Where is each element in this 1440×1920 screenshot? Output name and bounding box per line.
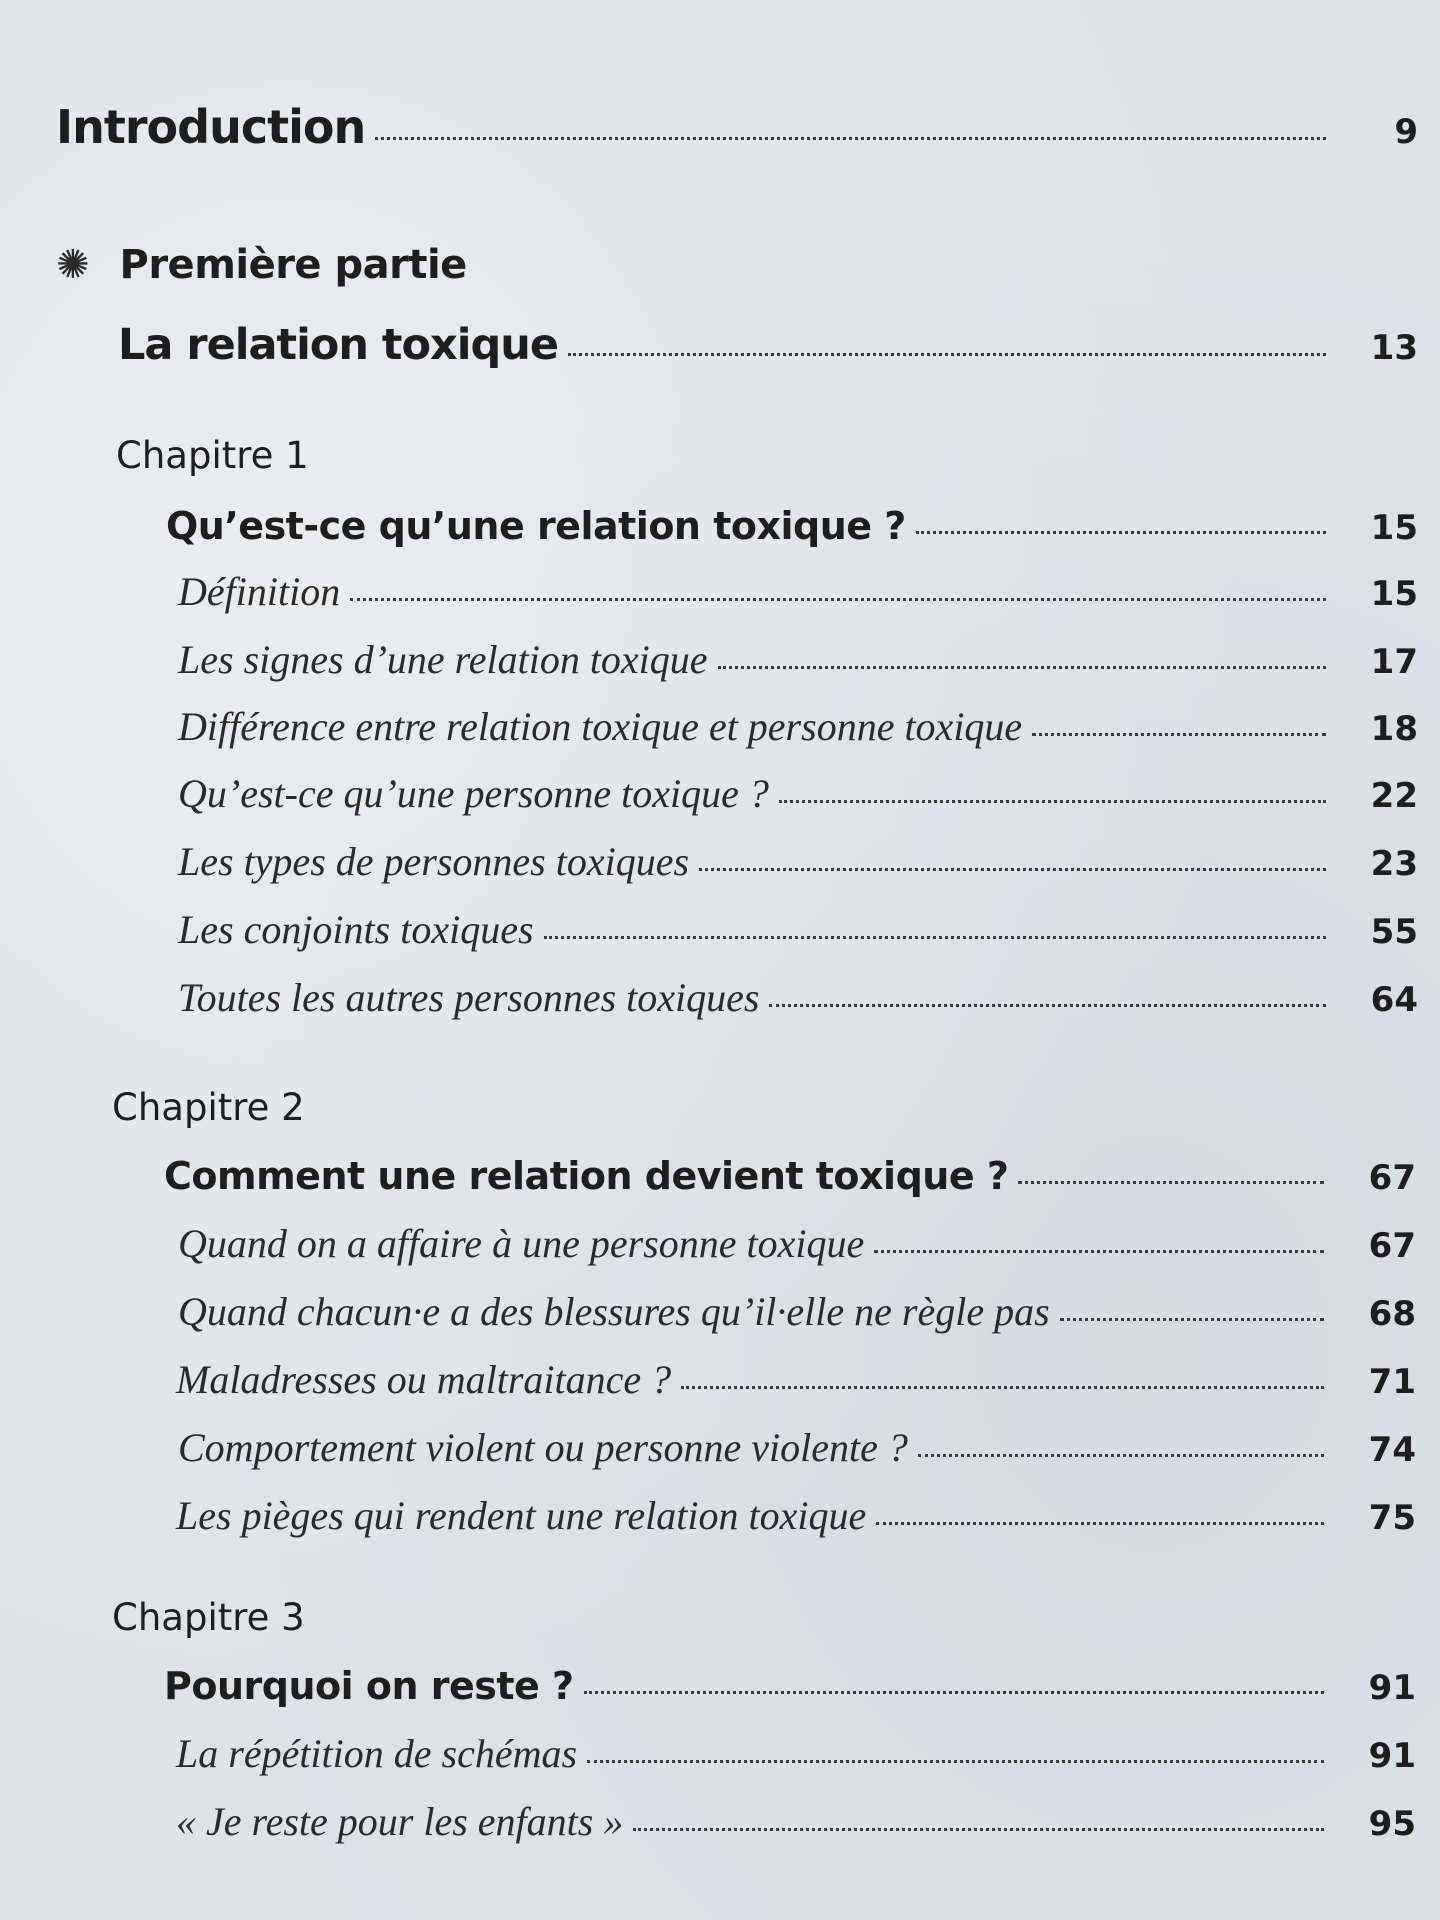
dotted-leader (916, 531, 1326, 534)
part-heading (56, 242, 467, 288)
toc-entry-section[interactable] (178, 838, 1418, 885)
toc-entry-label: Les types de personnes toxiques (178, 839, 690, 884)
toc-entry-part-title[interactable] (118, 320, 1418, 370)
toc-entry-section[interactable] (178, 703, 1418, 750)
toc-entry-label: Quand on a affaire à une personne toxique (178, 1221, 865, 1266)
toc-entry-label: Maladresses ou maltraitance ? (176, 1357, 672, 1402)
dotted-leader (587, 1760, 1324, 1763)
toc-page-number: 68 (1368, 1294, 1416, 1334)
part-heading-label: Première partie (119, 242, 467, 288)
dotted-leader (350, 598, 1326, 601)
toc-entry-section[interactable] (176, 1730, 1416, 1777)
dotted-leader (681, 1386, 1324, 1389)
dotted-leader (1032, 733, 1326, 736)
dotted-leader (876, 1522, 1324, 1525)
dotted-leader (568, 353, 1326, 356)
toc-entry-label: « Je reste pour les enfants » (176, 1799, 624, 1844)
toc-entry-label: Pourquoi on reste ? (164, 1664, 574, 1708)
toc-entry-section[interactable] (178, 1220, 1416, 1267)
toc-entry-section[interactable] (178, 568, 1418, 615)
toc-page-number: 55 (1370, 912, 1418, 952)
toc-entry-label: Toutes les autres personnes toxiques (178, 975, 760, 1020)
toc-entry-chapter-title[interactable] (164, 1664, 1416, 1708)
toc-entry-section[interactable] (178, 636, 1418, 683)
toc-entry-section[interactable] (176, 1492, 1416, 1539)
dotted-leader (918, 1454, 1324, 1457)
dotted-leader (874, 1250, 1324, 1253)
toc-page-number: 91 (1368, 1736, 1416, 1776)
toc-page-number: 75 (1368, 1498, 1416, 1538)
toc-page-number: 67 (1368, 1158, 1416, 1198)
toc-page-number: 17 (1370, 642, 1418, 682)
toc-page-number: 18 (1370, 709, 1418, 749)
dotted-leader (1060, 1318, 1324, 1321)
toc-entry-label: Introduction (56, 100, 366, 154)
toc-page-number: 23 (1370, 844, 1418, 884)
asterisk-icon: ✺ (56, 242, 90, 288)
toc-page-number: 74 (1368, 1430, 1416, 1470)
toc-page-number: 64 (1370, 980, 1418, 1020)
toc-entry-introduction[interactable] (56, 100, 1418, 154)
toc-entry-section[interactable] (176, 1798, 1416, 1845)
toc-entry-label: Comportement violent ou personne violente ? (178, 1425, 908, 1470)
toc-entry-chapter-title[interactable] (164, 1154, 1416, 1198)
toc-entry-section[interactable] (178, 1424, 1416, 1471)
toc-entry-label: Qu’est-ce qu’une relation toxique ? (166, 504, 906, 548)
toc-entry-section[interactable] (178, 974, 1418, 1021)
toc-entry-section[interactable] (178, 770, 1418, 817)
dotted-leader (1018, 1181, 1324, 1184)
toc-page-number: 91 (1368, 1668, 1416, 1708)
toc-page-number: 13 (1370, 328, 1418, 368)
toc-page-number: 67 (1368, 1226, 1416, 1266)
toc-page-number: 71 (1368, 1362, 1416, 1402)
toc-entry-section[interactable] (178, 1288, 1416, 1335)
dotted-leader (699, 868, 1326, 871)
dotted-leader (544, 936, 1326, 939)
toc-entry-label: Les pièges qui rendent une relation toxique (176, 1493, 867, 1538)
chapter-label: Chapitre 1 (116, 434, 309, 477)
dotted-leader (375, 137, 1326, 140)
toc-entry-chapter-title[interactable] (166, 504, 1418, 548)
toc-page-number: 9 (1394, 112, 1418, 152)
toc-page-number: 22 (1370, 776, 1418, 816)
chapter-label: Chapitre 2 (112, 1086, 305, 1129)
dotted-leader (584, 1691, 1324, 1694)
dotted-leader (779, 800, 1326, 803)
toc-entry-label: Quand chacun·e a des blessures qu’il·elle ne règle pas (178, 1289, 1050, 1334)
chapter-label: Chapitre 3 (112, 1596, 305, 1639)
toc-entry-label: Comment une relation devient toxique ? (164, 1154, 1009, 1198)
toc-page-number: 95 (1368, 1804, 1416, 1844)
toc-entry-label: Les signes d’une relation toxique (178, 637, 708, 682)
toc-entry-section[interactable] (178, 906, 1418, 953)
toc-page-number: 15 (1370, 508, 1418, 548)
toc-entry-label: Les conjoints toxiques (178, 907, 534, 952)
toc-entry-label: La répétition de schémas (176, 1731, 578, 1776)
toc-entry-label: Différence entre relation toxique et personne toxique (178, 704, 1023, 749)
dotted-leader (769, 1004, 1326, 1007)
toc-entry-label: Définition (178, 569, 341, 614)
toc-entry-label: La relation toxique (118, 320, 559, 370)
dotted-leader (718, 666, 1326, 669)
toc-page-number: 15 (1370, 574, 1418, 614)
dotted-leader (633, 1828, 1324, 1831)
toc-entry-section[interactable] (176, 1356, 1416, 1403)
toc-entry-label: Qu’est-ce qu’une personne toxique ? (178, 771, 769, 816)
